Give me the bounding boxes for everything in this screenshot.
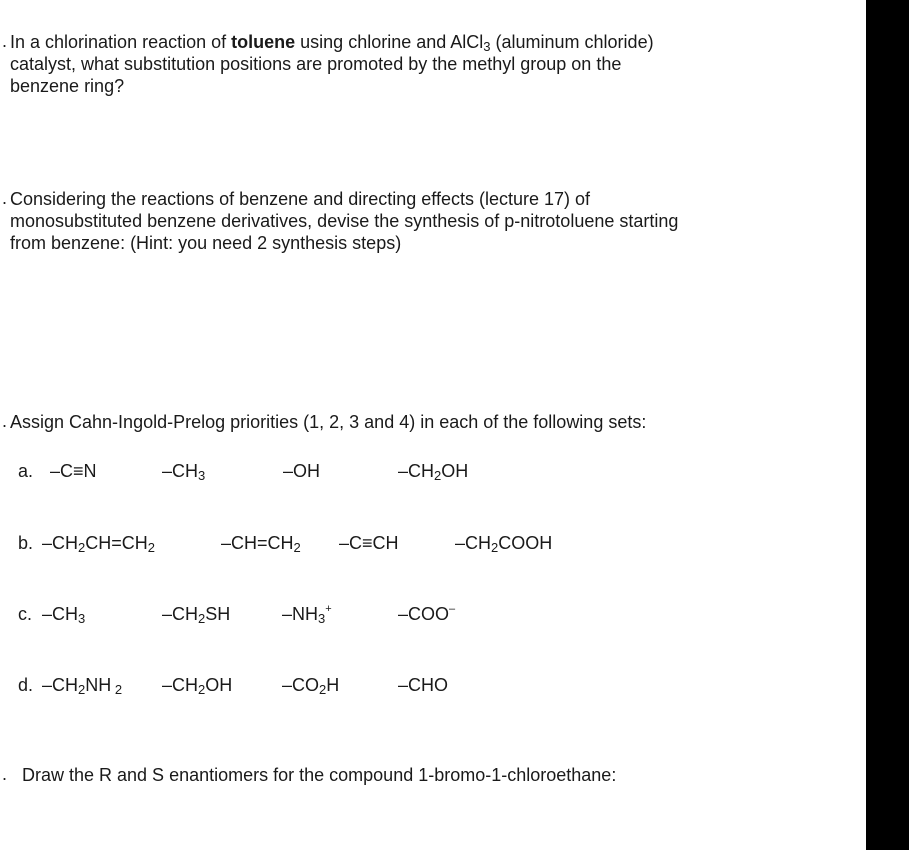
question-2-line-1: Considering the reactions of benzene and directing effects (lecture 17) of xyxy=(10,189,591,209)
question-4-marker: . xyxy=(2,764,8,784)
set-c-group-2: $-CH_2SH$ xyxy=(162,604,231,626)
set-a-group-3: –OH xyxy=(283,461,321,481)
question-4-text: Draw the R and S enantiomers for the compound 1-bromo-1-chloroethane: xyxy=(22,765,617,785)
set-b-group-4: $-CH_2COOH$ xyxy=(455,533,553,555)
set-d-group-1: $-CH_2NH$ $_2$ xyxy=(42,675,123,697)
right-edge-bar xyxy=(866,0,909,850)
set-d-label: d. xyxy=(18,675,34,695)
question-1-line-3: benzene ring? xyxy=(10,76,125,96)
question-1-line-1: In a chlorination reaction of toluene using chlorine and AlCl$_3$ (aluminum chloride) xyxy=(10,32,654,54)
question-2-line-3: from benzene: (Hint: you need 2 synthesis steps) xyxy=(10,233,402,253)
set-c-label: c. xyxy=(18,604,33,624)
set-c-group-1: $-CH_3$ xyxy=(42,604,86,626)
set-c-group-4: –COO– xyxy=(398,603,456,624)
set-a-label: a. xyxy=(18,461,34,481)
set-b-group-1: $-CH_2CH=CH_2$ xyxy=(42,533,155,555)
set-b-label: b. xyxy=(18,533,34,553)
set-c-group-3: $-NH_3^+$ xyxy=(282,603,332,626)
question-1-marker: . xyxy=(2,31,8,51)
question-3-marker: . xyxy=(2,411,8,431)
set-b-group-2: $-CH=CH_2$ xyxy=(221,533,301,555)
set-a-group-4: $-CH_2OH$ xyxy=(398,461,469,483)
set-d-group-2: $-CH_2OH$ xyxy=(162,675,233,697)
set-d-group-4: –CHO xyxy=(398,675,449,695)
question-2-line-2: monosubstituted benzene derivatives, devise the synthesis of p-nitrotoluene starting xyxy=(10,211,679,231)
question-2 xyxy=(10,188,678,254)
question-3-text: Assign Cahn-Ingold-Prelog priorities (1, 2, 3 and 4) in each of the following sets: xyxy=(10,412,647,432)
set-b-group-3: –C≡CH xyxy=(339,533,399,553)
set-a-group-1: –C≡N xyxy=(50,461,97,481)
question-2-marker: . xyxy=(2,188,8,208)
question-1 xyxy=(10,31,654,97)
question-1-line-2: catalyst, what substitution positions are promoted by the methyl group on the xyxy=(10,54,622,74)
set-a-group-2: $-CH_3$ xyxy=(162,461,206,483)
set-d-group-3: $-CO_2H$ xyxy=(282,675,340,697)
